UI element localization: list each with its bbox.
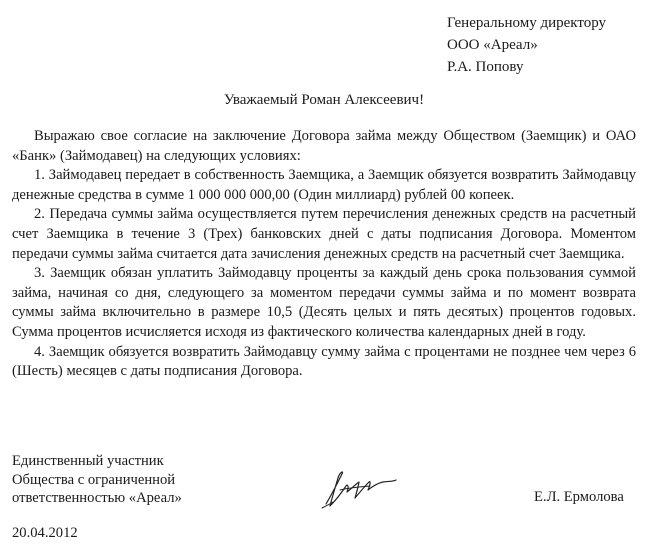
signer-block xyxy=(12,452,182,508)
letter-body xyxy=(12,127,636,382)
salutation: Уважаемый Роман Алексеевич! xyxy=(223,92,425,108)
paragraph-item-2: 2. Передача суммы займа осуществляется путем перечисления денежных средств на расчетный счет Заемщика в течение 3 (Трех) банковских дней с даты подписания Договора. Моментом передачи суммы займа считается дата зачисления денежных средств на расчетный счет Заемщика. xyxy=(12,206,636,262)
addressee-line-position: Генеральному директору xyxy=(447,15,607,31)
paragraph-item-4: 4. Заемщик обязуется возвратить Займодавцу сумму займа с процентами не позднее чем через 6 (Шесть) месяцев с даты подписания Договора. xyxy=(12,343,636,380)
document-date: 20.04.2012 xyxy=(12,525,78,541)
paragraph-item-1: 1. Займодавец передает в собственность Заемщика, а Заемщик обязуется возвратить Займодавцу денежные средства в сумме 1 000 000 000,00 (Один миллиард) рублей 00 копеек. xyxy=(12,167,636,203)
paragraph-intro: Выражаю свое согласие на заключение Договора займа между Обществом (Заемщик) и ОАО «Банк» (Займодавец) на следующих условиях: xyxy=(12,128,636,164)
signatory-name: Е.Л. Ермолова xyxy=(534,489,624,505)
handwritten-signature xyxy=(318,464,408,514)
addressee-block xyxy=(447,12,606,78)
signer-line-org-name: ответственностью «Ареал» xyxy=(12,490,182,506)
signer-line-org: Общества с ограниченной xyxy=(12,471,176,488)
paragraph-item-3: 3. Заемщик обязан уплатить Займодавцу проценты за каждый день срока пользования суммой займа, начиная со дня, следующего за моментом передачи суммы займа и по момент возврата суммы займа включительно в размере 10,5 (Десять целых и пять десятых) процентов годовых. Сумма процентов исчисляется исходя из фактического количества календарных дней в году. xyxy=(12,265,636,340)
addressee-line-company: ООО «Ареал» xyxy=(447,37,538,53)
signer-line-role: Единственный участник xyxy=(12,453,164,469)
addressee-line-name: Р.А. Попову xyxy=(447,59,524,75)
